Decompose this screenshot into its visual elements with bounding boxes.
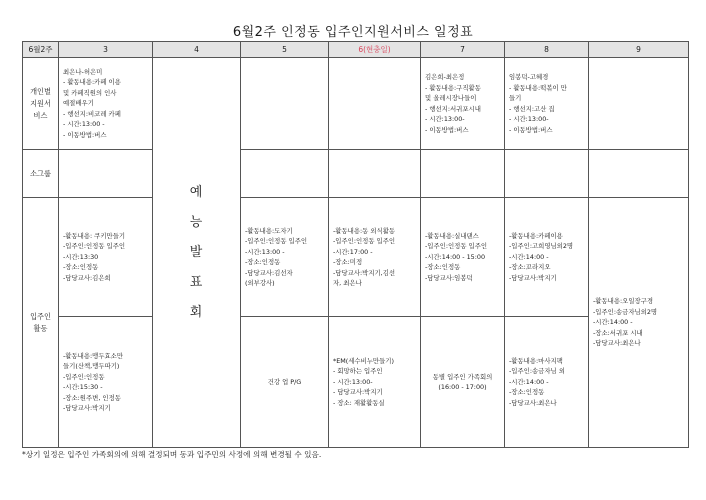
individual-wed-cell [241,58,329,150]
small-group-thu-cell [329,150,421,198]
resident-sat-top-cell [505,198,589,317]
individual-mon-text: 최은나-허은미 - 활동내용:카페 이용 및 카페직원의 인사 예절배우기 - 행선지:비코레 카페 - 시간:13:00 - - 이동방법:버스 [63,67,121,139]
resident-fri-top-cell [421,198,505,317]
talent-show-text: 예 능 발 표 회 [189,184,204,320]
resident-sun-text: -활동내용:오일장구경 -입주인:송금자님외2명 -시간:14:00 - -장소:서귀포 시내 -담당교사:최은나 [593,297,658,348]
row-label-resident: 입주인 활동 [23,198,59,448]
day-header-thu-holiday: 6(현충일) [329,42,421,58]
resident-mon-top-cell [59,198,153,317]
resident-fri-bottom-cell [421,317,505,448]
individual-thu-cell [329,58,421,150]
individual-fri-text: 김은희-최은정 - 활동내용:구직활동 및 올레시장나들이 - 행선지:서귀포시내 - 시간:13:00- - 이동방법:버스 [425,73,481,134]
small-group-sun-cell [589,150,689,198]
resident-wed-top-cell [241,198,329,317]
resident-wed-bottom-text: 건강 업 P/G [267,377,302,386]
resident-fri-bottom-text: 동별 입주인 가족회의 (16:00 - 17:00) [432,372,493,391]
resident-mon-top-text: -활동내용: 쿠키만들기 -입주인:인정동 입주인 -시간:13:30 -장소:인정동 -담당교사:김은희 [63,231,126,282]
day-header-wed: 5 [241,42,329,58]
row-label-individual: 개인별 지원서 비스 [23,58,59,150]
individual-mon-cell [59,58,153,150]
resident-wed-bottom-cell [241,317,329,448]
small-group-mon-cell [59,150,153,198]
resident-thu-top-cell [329,198,421,317]
footnote: *상기 일정은 입주인 가족회의에 의해 결정되며 동과 입주민의 사정에 의해 변경될 수 있음. [22,450,322,459]
day-header-sun: 9 [589,42,689,58]
small-group-row [23,150,689,198]
small-group-wed-cell [241,150,329,198]
individual-sat-text: 임봉덕-고혜경 - 활동내용:떡볶이 만 들기 - 행선지:고산 집 - 시간:13:00- - 이동방법:버스 [509,73,567,134]
day-header-fri: 7 [421,42,505,58]
resident-sat-bottom-text: -활동내용:마사지팩 -입주인:송금자님 외 -시간:14:00 - -장소:인정동 -담당교사:최은나 [509,356,565,407]
row-label-small-group: 소그룹 [23,150,59,198]
individual-row [23,58,689,150]
individual-sun-cell [589,58,689,150]
day-header-mon: 3 [59,42,153,58]
resident-wed-top-text: -활동내용:도자기 -입주인:인정동 입주인 -시간:13:00 - -장소:인정동 -담당교사:김선자 (외부강사) [245,226,308,287]
page-title: 6월2주 인정동 입주인지원서비스 일정표 [232,25,474,40]
resident-mon-bottom-cell [59,317,153,448]
resident-row-top [23,198,689,317]
resident-thu-top-text: -활동내용:동 외식활동 -입주인:인정동 입주인 -시간:17:00 - -장소:미정 -담당교사:박지기,김선 자, 최은나 [333,226,396,287]
schedule-table [22,41,689,448]
week-header: 6월2주 [23,42,59,58]
resident-sun-cell [589,198,689,448]
resident-sat-top-text: -활동내용:카페이용 -입주인:고희영님외2명 -시간:14:00 - -장소:꼬라지오 -담당교사:박지기 [509,231,574,282]
individual-sat-cell [505,58,589,150]
resident-thu-bottom-text: *EM(세수비누만들기) - 회망하는 입주인 - 시간:13:00- - 담당교사:박지기 - 장소: 재활활동실 [333,356,394,407]
resident-sat-bottom-cell [505,317,589,448]
individual-fri-cell [421,58,505,150]
header-row [23,42,689,58]
resident-thu-bottom-cell [329,317,421,448]
small-group-sat-cell [505,150,589,198]
day-header-sat: 8 [505,42,589,58]
resident-fri-top-text: -활동내용:실내댄스 -입주인:인정동 입주인 -시간:14:00 - 15:00 -장소:인정동 -담당교사:임봉덕 [425,231,488,282]
small-group-fri-cell [421,150,505,198]
day-header-tue: 4 [153,42,241,58]
talent-show-cell [153,58,241,448]
resident-mon-bottom-text: -활동내용:맹두효소만 들기(산책,맹두따기) -입주인:인정동 -시간:15:30 - -장소:원주변, 인정동 -담당교사:박지기 [63,351,124,412]
